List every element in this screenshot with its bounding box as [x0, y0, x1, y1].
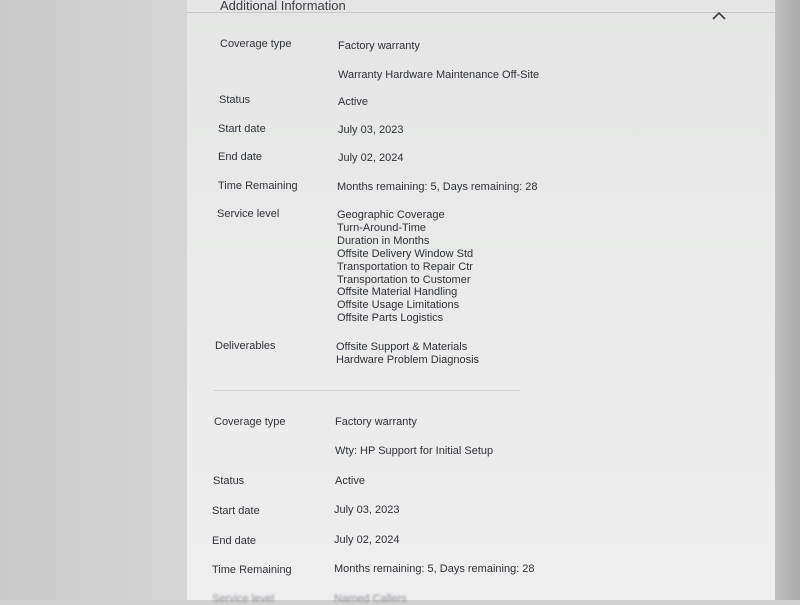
start-date-value: July 03, 2023 — [334, 504, 400, 516]
service-level-item: Offsite Parts Logistics — [337, 312, 444, 325]
time-remaining-label: Time Remaining — [212, 564, 292, 576]
coverage-type-label: Coverage type — [220, 38, 292, 50]
status-value: Active — [338, 96, 368, 108]
section-title: Additional Information — [220, 0, 346, 13]
panel-scrollbar-area[interactable] — [775, 0, 800, 600]
service-level-item: Geographic Coverage — [337, 209, 445, 221]
coverage-type-value: Factory warranty — [338, 40, 420, 52]
end-date-label: End date — [212, 535, 257, 547]
service-level-item: Offsite Delivery Window Std — [337, 247, 474, 260]
time-remaining-value: Months remaining: 5, Days remaining: 28 — [334, 563, 535, 575]
chevron-up-icon[interactable] — [708, 8, 730, 24]
service-level-item: Duration in Months — [337, 234, 430, 247]
deliverables-list — [336, 341, 479, 367]
info-panel — [187, 0, 775, 600]
coverage-description: Warranty Hardware Maintenance Off-Site — [338, 69, 540, 81]
service-level-item: Turn-Around-Time — [337, 221, 427, 234]
time-remaining-value: Months remaining: 5, Days remaining: 28 — [337, 181, 538, 193]
service-level-value-partial: Named Callers — [334, 593, 407, 605]
start-date-label: Start date — [218, 123, 266, 135]
coverage-type-label: Coverage type — [214, 416, 286, 428]
start-date-value: July 03, 2023 — [338, 124, 404, 136]
status-value: Active — [335, 475, 365, 487]
deliverable-item: Hardware Problem Diagnosis — [336, 353, 480, 366]
service-level-item: Offsite Material Handling — [337, 286, 458, 299]
service-level-item: Transportation to Repair Ctr — [337, 260, 473, 273]
service-level-item: Transportation to Customer — [337, 273, 471, 286]
coverage-type-value: Factory warranty — [335, 416, 417, 428]
service-level-list — [337, 209, 473, 325]
coverage-description: Wty: HP Support for Initial Setup — [335, 445, 494, 457]
service-level-item: Offsite Usage Limitations — [337, 299, 460, 312]
entry-divider — [214, 390, 520, 391]
end-date-value: July 02, 2024 — [334, 534, 400, 546]
deliverable-item: Offsite Support & Materials — [336, 341, 468, 353]
start-date-label: Start date — [212, 505, 260, 517]
end-date-label: End date — [218, 151, 263, 163]
time-remaining-label: Time Remaining — [218, 180, 298, 192]
status-label: Status — [213, 475, 245, 487]
status-label: Status — [219, 94, 251, 106]
end-date-value: July 02, 2024 — [338, 152, 404, 164]
service-level-label-partial: Service level — [212, 593, 275, 605]
service-level-label: Service level — [217, 208, 280, 220]
deliverables-label: Deliverables — [215, 340, 276, 352]
